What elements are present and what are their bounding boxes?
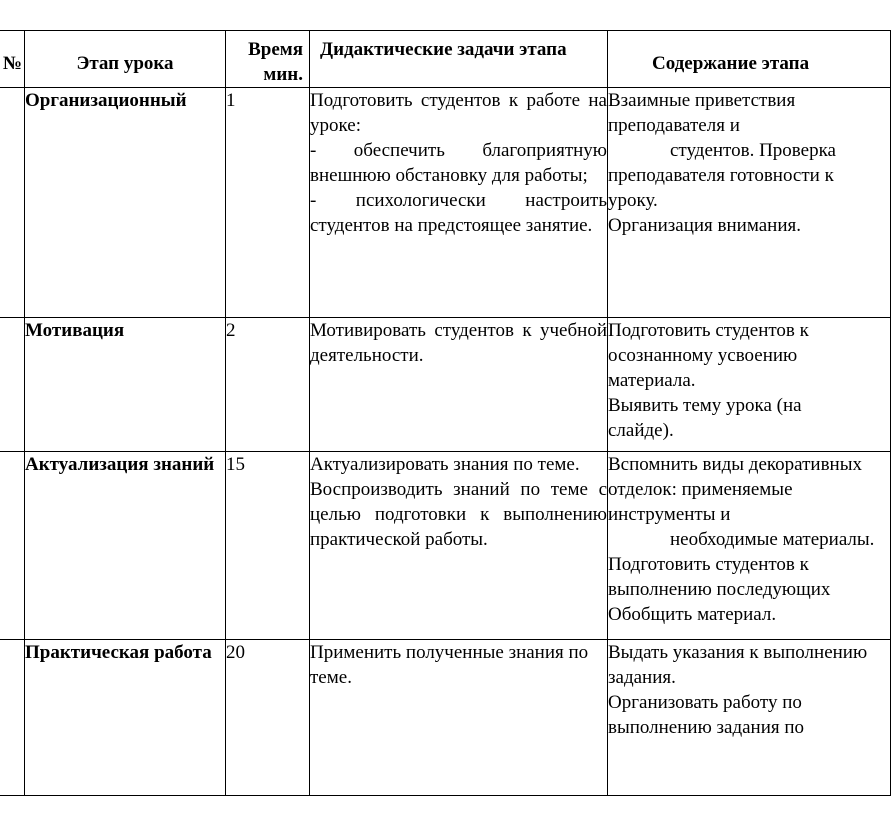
content-line: Обобщить материал. (608, 604, 777, 625)
didactic-text: Применить полученные знания по теме. (310, 642, 589, 688)
stage-cell: Организационный (25, 88, 226, 318)
time-cell: 15 (226, 452, 310, 640)
header-content: Содержание этапа (608, 31, 891, 88)
content-line: отделок: применяемые (608, 479, 793, 500)
content-line: материала. (608, 370, 696, 391)
didactic-cell (310, 88, 608, 318)
content-cell (608, 88, 891, 318)
content-line: инструменты и (608, 504, 731, 525)
content-line: необходимые материалы. (670, 529, 875, 550)
content-line: Организовать работу по (608, 692, 802, 713)
header-number: № (0, 31, 25, 88)
content-line: студентов. Проверка (670, 140, 836, 161)
table-row (0, 318, 891, 452)
content-cell (608, 452, 891, 640)
content-cell (608, 318, 891, 452)
content-line: уроку. (608, 190, 658, 211)
time-cell: 1 (226, 88, 310, 318)
header-time-line1: Время (248, 39, 303, 60)
didactic-text: Воспроизводить знаний по теме с целью подготовки к выполнению практической работы. (310, 479, 607, 550)
didactic-text: Подготовить студентов к работе на уроке: (310, 90, 607, 136)
stage-cell: Мотивация (25, 318, 226, 452)
header-time-line2: мин. (263, 64, 303, 85)
content-line: осознанному усвоению (608, 345, 798, 366)
header-time (226, 31, 310, 88)
didactic-text: - психологически настроить студентов на предстоящее занятие. (310, 190, 607, 236)
table-row (0, 640, 891, 796)
content-line: Подготовить студентов к (608, 320, 809, 341)
content-line: Выявить тему урока (на (608, 395, 802, 416)
time-cell: 20 (226, 640, 310, 796)
didactic-text: Актуализировать знания по теме. (310, 454, 580, 475)
didactic-text: Мотивировать студентов к учебной деятельности. (310, 320, 607, 366)
didactic-cell (310, 318, 608, 452)
table-row (0, 88, 891, 318)
content-line: выполнению последующих (608, 579, 831, 600)
didactic-text: - обеспечить благоприятную внешнюю обстановку для работы; (310, 140, 607, 186)
row-number-cell (0, 318, 25, 452)
table-row (0, 452, 891, 640)
time-cell: 2 (226, 318, 310, 452)
content-line: Взаимные приветствия (608, 90, 796, 111)
header-stage: Этап урока (25, 31, 226, 88)
content-line: Вспомнить виды декоративных (608, 454, 862, 475)
header-didactic: Дидактические задачи этапа (310, 31, 608, 88)
didactic-cell (310, 640, 608, 796)
content-line: выполнению задания по (608, 717, 805, 738)
row-number-cell (0, 452, 25, 640)
didactic-cell (310, 452, 608, 640)
content-line: Подготовить студентов к (608, 554, 809, 575)
content-line: преподавателя готовности к (608, 165, 834, 186)
lesson-plan-table (0, 30, 891, 796)
stage-cell: Актуализация знаний (25, 452, 226, 640)
content-line: преподавателя и (608, 115, 740, 136)
row-number-cell (0, 88, 25, 318)
content-line: Организация внимания. (608, 215, 802, 236)
content-line: слайде). (608, 420, 674, 441)
content-line: Выдать указания к выполнению (608, 642, 868, 663)
content-line: задания. (608, 667, 676, 688)
row-number-cell (0, 640, 25, 796)
content-cell (608, 640, 891, 796)
table-header-row (0, 31, 891, 88)
stage-cell: Практическая работа (25, 640, 226, 796)
